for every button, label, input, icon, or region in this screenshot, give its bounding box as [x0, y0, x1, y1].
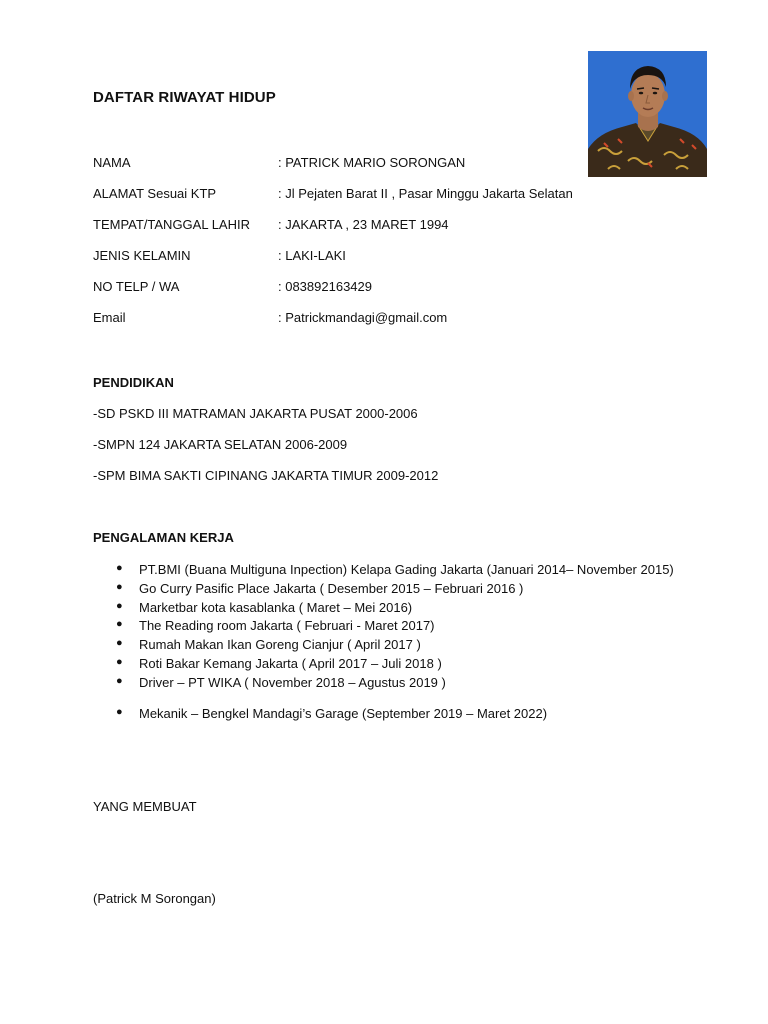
bullet-icon: ● [116, 562, 123, 574]
field-value: : PATRICK MARIO SORONGAN [278, 155, 466, 170]
field-label: NO TELP / WA [93, 279, 180, 294]
field-label: ALAMAT Sesuai KTP [93, 186, 217, 201]
field-value: : Patrickmandagi@gmail.com [278, 310, 448, 325]
experience-text: Roti Bakar Kemang Jakarta ( April 2017 – Juli 2018 ) [139, 656, 442, 671]
education-heading: PENDIDIKAN [93, 375, 174, 390]
field-label: TEMPAT/TANGGAL LAHIR [93, 217, 250, 232]
experience-text: PT.BMI (Buana Multiguna Inpection) Kelapa Gading Jakarta (Januari 2014– November 2015) [139, 562, 674, 577]
document-title: DAFTAR RIWAYAT HIDUP [93, 89, 276, 106]
bullet-icon: ● [116, 706, 123, 718]
field-value: : 083892163429 [278, 279, 372, 294]
field-value: : LAKI-LAKI [278, 248, 346, 263]
field-label: JENIS KELAMIN [93, 248, 191, 263]
experience-text: Go Curry Pasific Place Jakarta ( Desember 2015 – Februari 2016 ) [139, 581, 524, 596]
experience-text: Driver – PT WIKA ( November 2018 – Agustus 2019 ) [139, 675, 446, 690]
field-value: : Jl Pejaten Barat II , Pasar Minggu Jakarta Selatan [278, 186, 573, 201]
bullet-icon: ● [116, 581, 123, 593]
education-item: -SMPN 124 JAKARTA SELATAN 2006-2009 [93, 437, 348, 452]
bullet-icon: ● [116, 675, 123, 687]
signature-caption: YANG MEMBUAT [93, 799, 197, 814]
experience-text: The Reading room Jakarta ( Februari - Maret 2017) [139, 618, 435, 633]
experience-text: Mekanik – Bengkel Mandagi’s Garage (September 2019 – Maret 2022) [139, 706, 548, 721]
portrait-photo-icon [588, 51, 707, 177]
experience-heading: PENGALAMAN KERJA [93, 530, 234, 545]
field-label: Email [93, 310, 126, 325]
field-value: : JAKARTA , 23 MARET 1994 [278, 217, 449, 232]
bullet-icon: ● [116, 600, 123, 612]
experience-text: Marketbar kota kasablanka ( Maret – Mei 2016) [139, 600, 413, 615]
bullet-icon: ● [116, 618, 123, 630]
portrait-photo [588, 51, 707, 177]
bullet-icon: ● [116, 656, 123, 668]
education-item: -SPM BIMA SAKTI CIPINANG JAKARTA TIMUR 2009-2012 [93, 468, 439, 483]
signature-name: (Patrick M Sorongan) [93, 891, 216, 906]
experience-text: Rumah Makan Ikan Goreng Cianjur ( April 2017 ) [139, 637, 421, 652]
bullet-icon: ● [116, 637, 123, 649]
education-item: -SD PSKD III MATRAMAN JAKARTA PUSAT 2000-2006 [93, 406, 418, 421]
field-label: NAMA [93, 155, 131, 170]
